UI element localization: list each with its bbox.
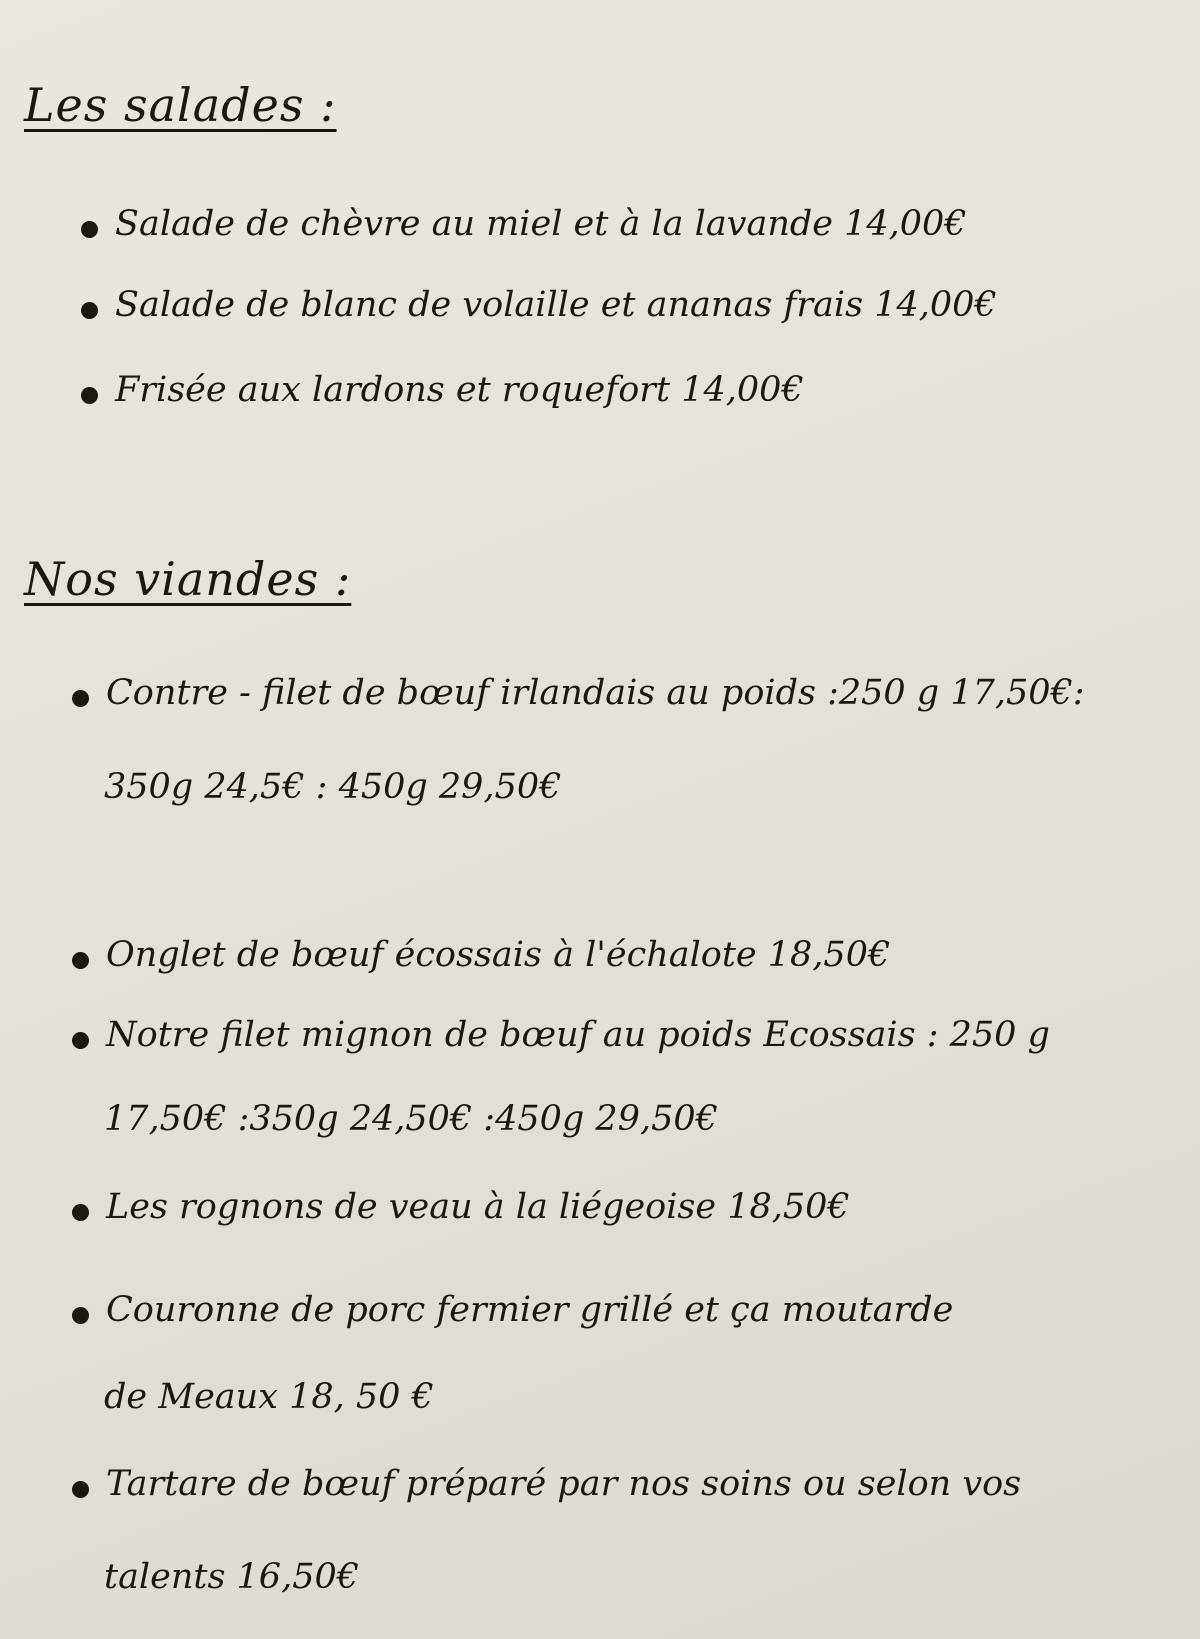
menu-item-tartare-continued: talents 16,50€	[104, 1557, 359, 1597]
menu-item-filet-mignon-continued: 17,50€ :350g 24,50€ :450g 29,50€	[104, 1099, 718, 1139]
menu-item-contre-filet: Contre - filet de bœuf irlandais au poids :250 g 17,50€:	[106, 673, 1085, 713]
section-heading-salades: Les salades :	[24, 78, 337, 132]
menu-item-onglet: Onglet de bœuf écossais à l'échalote 18,50€	[106, 935, 891, 975]
menu-item-couronne-porc: Couronne de porc fermier grillé et ça moutarde	[106, 1290, 954, 1330]
menu-item-filet-mignon: Notre filet mignon de bœuf au poids Ecossais : 250 g	[106, 1015, 1050, 1055]
menu-item-frisee: Frisée aux lardons et roquefort 14,00€	[115, 370, 804, 410]
menu-item-salade-volaille: Salade de blanc de volaille et ananas frais 14,00€	[115, 285, 997, 325]
menu-item-tartare: Tartare de bœuf préparé par nos soins ou selon vos	[106, 1464, 1022, 1504]
menu-item-salade-chevre: Salade de chèvre au miel et à la lavande 14,00€	[115, 204, 967, 244]
menu-item-couronne-porc-continued: de Meaux 18, 50 €	[104, 1377, 434, 1417]
menu-item-contre-filet-continued: 350g 24,5€ : 450g 29,50€	[104, 767, 562, 807]
menu-item-rognons: Les rognons de veau à la liégeoise 18,50€	[106, 1187, 850, 1227]
section-heading-viandes: Nos viandes :	[24, 552, 352, 606]
